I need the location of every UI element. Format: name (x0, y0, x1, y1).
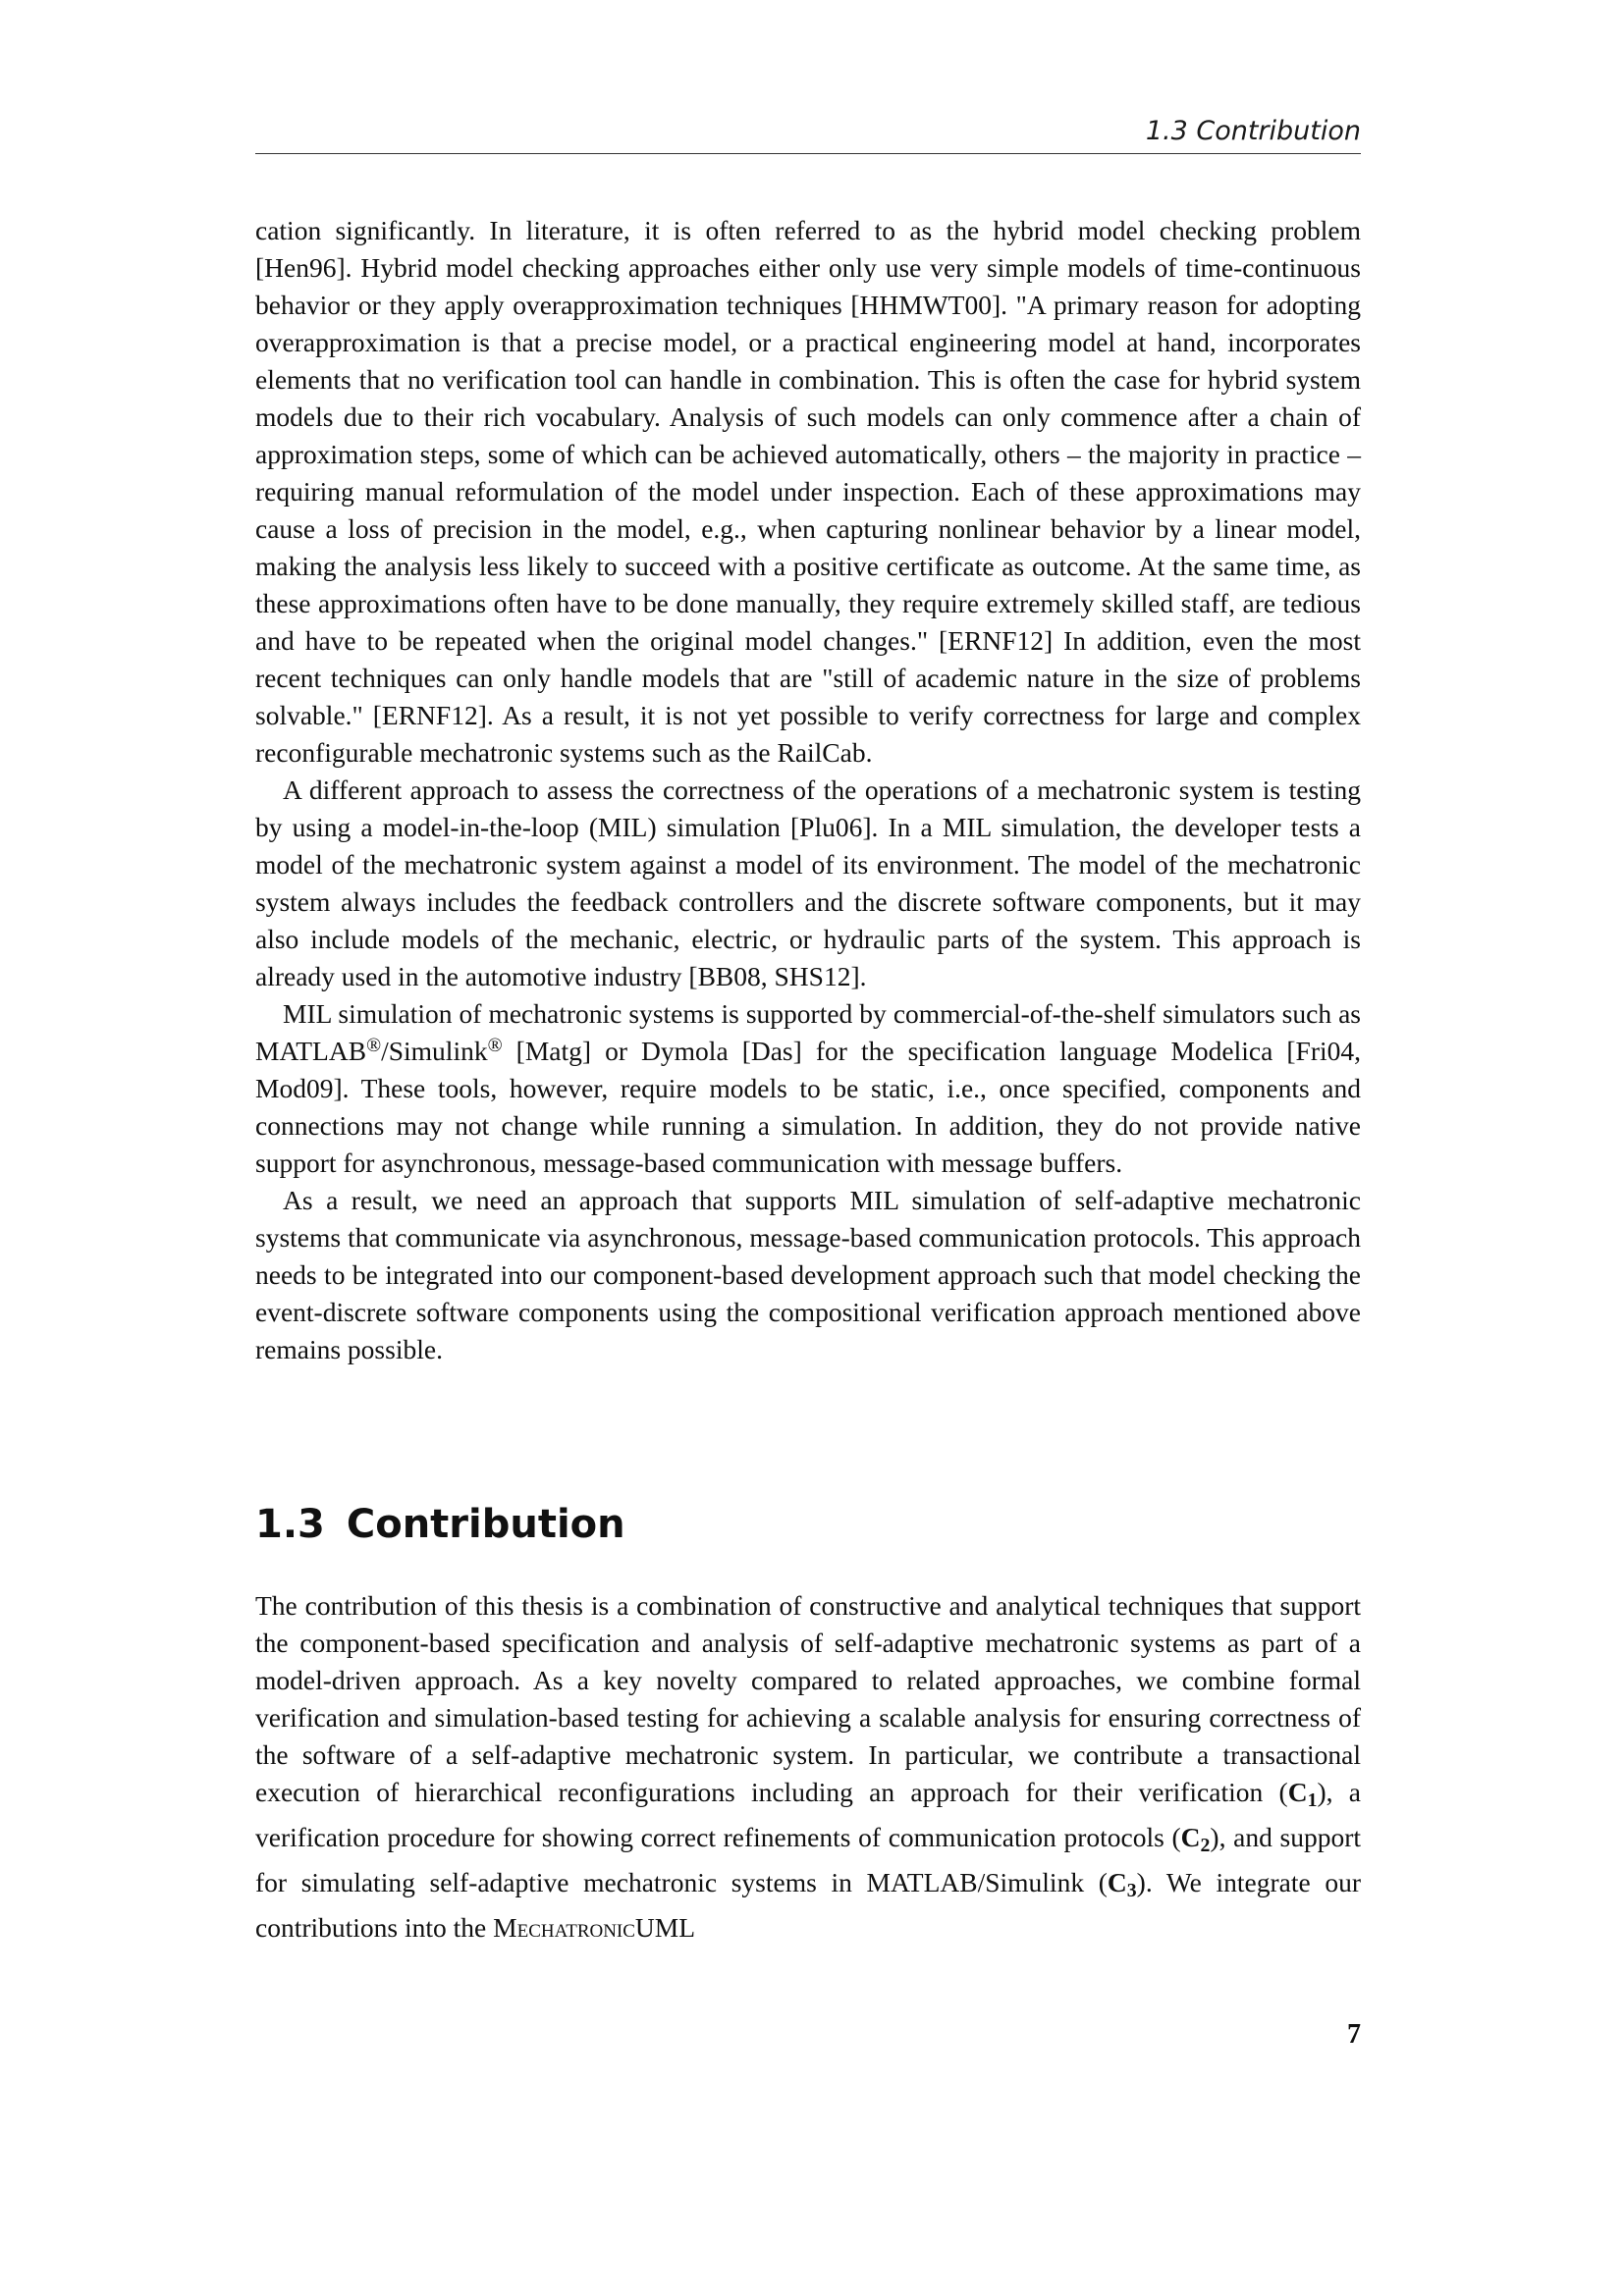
section-number: 1.3 (255, 1502, 325, 1547)
contrib-text-4: ). We integrate our contributions into the (255, 1866, 1361, 1943)
body-text-top (255, 212, 1361, 1368)
mechatronicuml-name: MechatronicUML (493, 1911, 696, 1943)
page-number: 7 (1347, 2019, 1361, 2050)
contribution-label-c1: $C_1$ (1287, 1777, 1318, 1811)
contribution-label-c3: $C_3$ (1107, 1866, 1137, 1901)
header-rule (255, 153, 1361, 154)
paragraph-hybrid-model-checking: cation significantly. In literature, it is often referred to as the hybrid model checking problem [Hen96]. Hybrid model checking approaches either only use very simple models of time-continuous behavior or they apply overapproximation techniques [HHMWT00]. "A primary reason for adopting overapproximation is that a precise model, or a practical engineering model at hand, incorporates elements that no verification tool can handle in combination. This is often the case for hybrid system models due to their rich vocabulary. Analysis of such models can only commence after a chain of approximation steps, some of which can be achieved automatically, others – the majority in practice – requiring manual reformulation of the model under inspection. Each of these approximations may cause a loss of precision in the model, e.g., when capturing nonlinear behavior by a linear model, making the analysis less likely to succeed with a positive certificate as outcome. At the same time, as these approximations often have to be done manually, they require extremely skilled staff, are tedious and have to be repeated when the original model changes." [ERNF12] In addition, even the most recent techniques can only handle models that are "still of academic nature in the size of problems solvable." [ERNF12]. As a result, it is not yet possible to verify correctness for large and complex reconfigurable mechatronic systems such as the RailCab. (255, 215, 1361, 768)
paragraph-need-approach: As a result, we need an approach that supports MIL simulation of self-adaptive mechatronic systems that communicate via asynchronous, message-based communication protocols. This approach needs to be integrated into our component-based development approach such that model checking the event-discrete software components using the compositional verification approach mentioned above remains possible. (255, 1185, 1361, 1364)
section-title: Contribution (346, 1502, 625, 1547)
mil-text-1: MIL simulation of mechatronic systems is supported by commercial-of-the-shelf simulators such as MATLAB (255, 998, 1361, 1066)
paragraph-contribution (255, 1587, 1361, 1947)
paragraph-mil-tools (255, 995, 1361, 1182)
contrib-text-3: ), and support for simulating self-adaptive mechatronic systems in MATLAB/Simulink ( (255, 1821, 1361, 1897)
paragraph-mil-approach: A different approach to assess the correctness of the operations of a mechatronic system is testing by using a model-in-the-loop (MIL) simulation [Plu06]. In a MIL simulation, the developer tests a model of the mechatronic system against a model of its environment. The model of the mechatronic system always includes the feedback controllers and the discrete software components, but it may also include models of the mechanic, electric, or hydraulic parts of the system. This approach is already used in the automotive industry [BB08, SHS12]. (255, 774, 1361, 991)
registered-mark: ® (487, 1035, 503, 1057)
running-header: 1.3 Contribution (1145, 116, 1361, 146)
section-heading (255, 1502, 625, 1547)
mil-text-2: /Simulink (381, 1036, 488, 1066)
contribution-label-c2: $C_2$ (1180, 1821, 1211, 1856)
mil-text-3: [Matg] or Dymola [Das] for the specification language Modelica [Fri04, Mod09]. These tools, however, require models to be static, i.e., once specified, components and connections may not change while running a simulation. In addition, they do not provide native support for asynchronous, message-based communication with message buffers. (255, 1036, 1361, 1178)
body-text-contribution (255, 1587, 1361, 1947)
contrib-text-1: The contribution of this thesis is a combination of constructive and analytical techniques that support the component-based specification and analysis of self-adaptive mechatronic systems as part of a model-driven approach. As a key novelty compared to related approaches, we combine formal verification and simulation-based testing for achieving a scalable analysis for ensuring correctness of the software of a self-adaptive mechatronic system. In particular, we contribute a transactional execution of hierarchical reconfigurations including an approach for their verification ( (255, 1590, 1361, 1807)
contrib-text-2: ), a verification procedure for showing correct refinements of communication protocols ( (255, 1777, 1361, 1852)
registered-mark: ® (366, 1035, 382, 1057)
